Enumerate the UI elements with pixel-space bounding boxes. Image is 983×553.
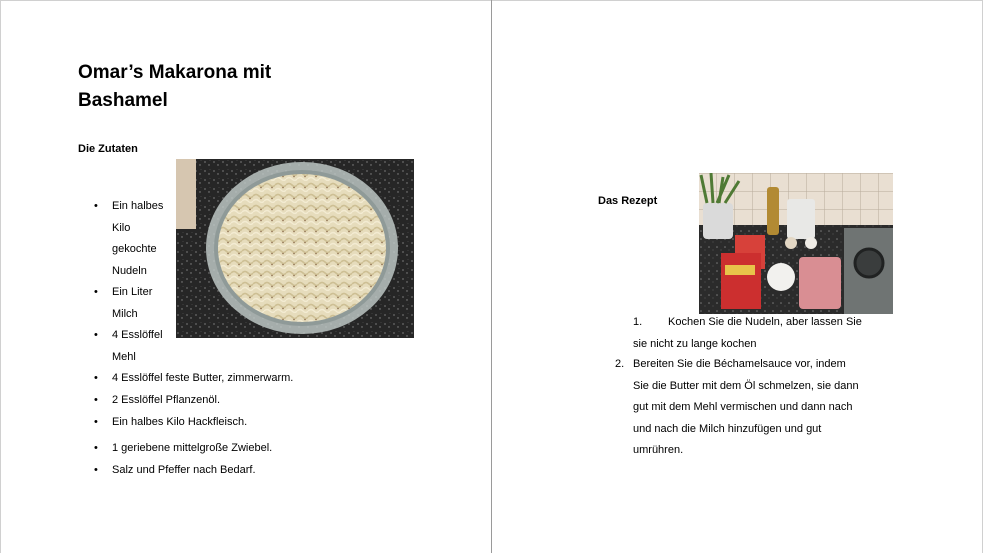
ingredient-text: 2 Esslöffel Pflanzenöl.: [112, 394, 221, 406]
step-text: Bereiten Sie die Béchamelsauce vor, indem Sie die Butter mit dem Öl schmelzen, sie dann gut mit dem Mehl vermischen und dann nach und nach die Milch hinzufügen und gut umrühren.: [633, 358, 859, 456]
step-number: 1.: [633, 316, 643, 328]
ingredient-text: Ein halbes Kilo gekochte Nudeln: [112, 200, 164, 277]
bullet-icon: •: [94, 286, 98, 298]
recipe-heading: Das Rezept: [598, 195, 658, 207]
ingredient-text: Ein Liter Milch: [112, 286, 153, 320]
document-page-right: [492, 0, 983, 553]
ingredient-text: Ein halbes Kilo Hackfleisch.: [112, 416, 248, 428]
page-title: Omar’s Makarona mit Bashamel: [78, 62, 272, 111]
step-number: 2.: [615, 358, 625, 370]
bullet-icon: •: [94, 442, 98, 454]
bullet-icon: •: [94, 200, 98, 212]
bullet-icon: •: [94, 464, 98, 476]
ingredient-text: Salz und Pfeffer nach Bedarf.: [112, 464, 256, 476]
pasta-bake-photo: [176, 159, 414, 338]
bullet-icon: •: [94, 372, 98, 384]
document-page-left: [0, 0, 491, 553]
ingredient-text: 1 geriebene mittelgroße Zwiebel.: [112, 442, 273, 454]
ingredients-photo: [699, 173, 893, 314]
step-text: Kochen Sie die Nudeln, aber lassen Sie sie nicht zu lange kochen: [633, 316, 862, 350]
bullet-icon: •: [94, 416, 98, 428]
bullet-icon: •: [94, 394, 98, 406]
bullet-icon: •: [94, 329, 98, 341]
ingredient-text: 4 Esslöffel feste Butter, zimmerwarm.: [112, 372, 294, 384]
ingredient-text: 4 Esslöffel Mehl: [112, 329, 163, 363]
ingredients-heading: Die Zutaten: [78, 143, 138, 155]
